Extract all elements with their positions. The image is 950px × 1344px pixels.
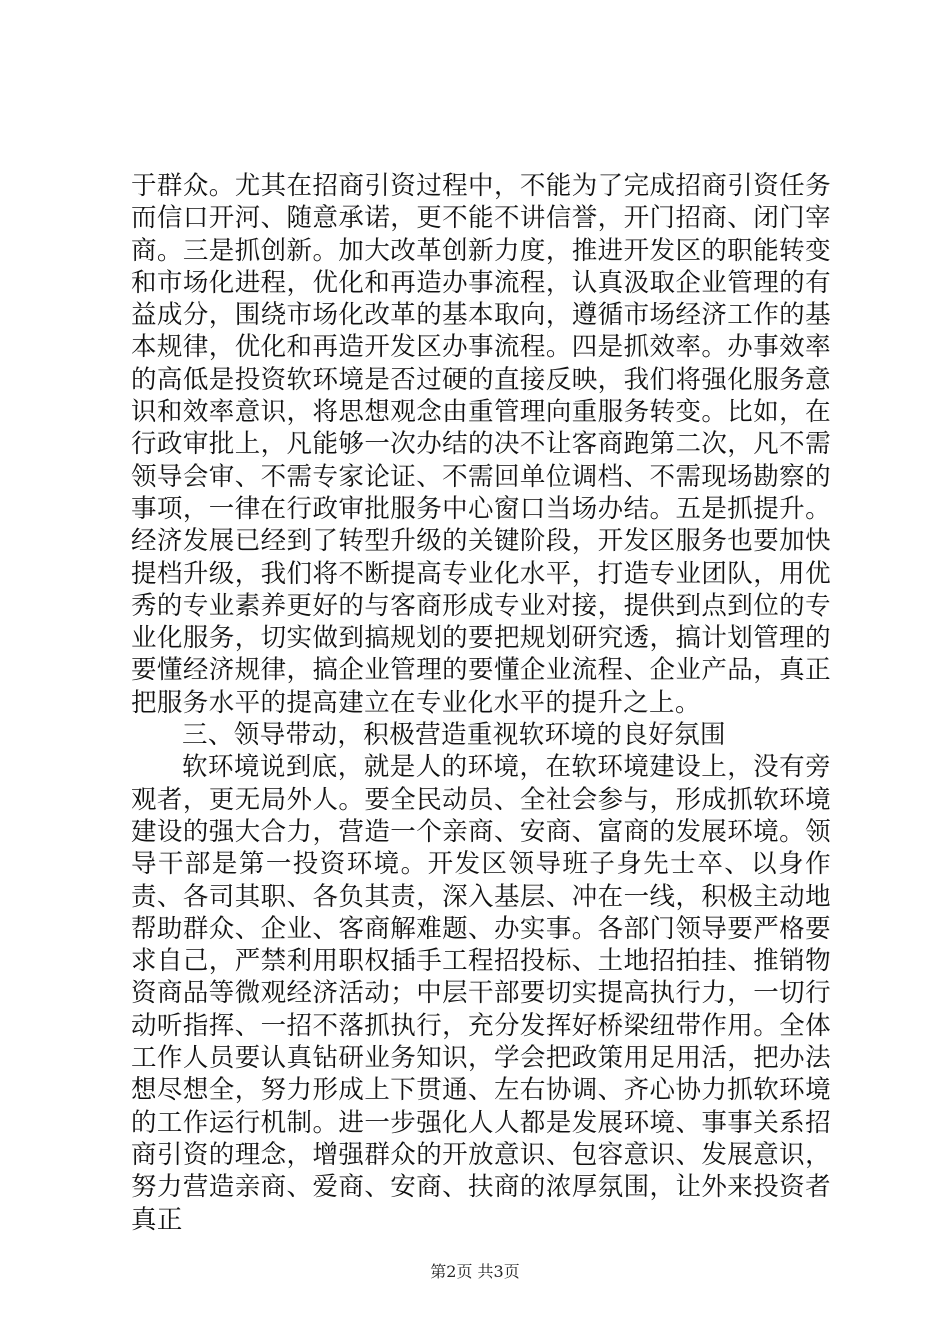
paragraph-body: 软环境说到底，就是人的环境，在软环境建设上，没有旁观者，更无局外人。要全民动员、全社会参与，形成抓软环境建设的强大合力，营造一个亲商、安商、富商的发展环境。领导干部是第一投资环境。开发区领导班子身先士卒、以身作责、各司其职、各负其责，深入基层、冲在一线，积极主动地帮助群众、企业、客商解难题、办实事。各部门领导要严格要求自己，严禁利用职权插手工程招投标、土地招拍挂、推销物资商品等微观经济活动；中层干部要切实提高执行力，一切行动听指挥、一招不落抓执行，充分发挥好桥梁纽带作用。全体工作人员要认真钻研业务知识，学会把政策用足用活，把办法想尽想全，努力形成上下贯通、左右协调、齐心协力抓软环境的工作运行机制。进一步强化人人都是发展环境、事事关系招商引资的理念，增强群众的开放意识、包容意识、发展意识，努力营造亲商、爱商、安商、扶商的浓厚氛围，让外来投资者真正 <box>131 752 831 1235</box>
paragraph-continuation: 于群众。尤其在招商引资过程中，不能为了完成招商引资任务而信口开河、随意承诺，更不能不讲信誉，开门招商、闭门宰商。三是抓创新。加大改革创新力度，推进开发区的职能转变和市场化进程，优化和再造办事流程，认真汲取企业管理的有益成分，围绕市场化改革的基本取向，遵循市场经济工作的基本规律，优化和再造开发区办事流程。四是抓效率。办事效率的高低是投资软环境是否过硬的直接反映，我们将强化服务意识和效率意识，将思想观念由重管理向重服务转变。比如，在行政审批上，凡能够一次办结的决不让客商跑第二次，凡不需领导会审、不需专家论证、不需回单位调档、不需现场勘察的事项，一律在行政审批服务中心窗口当场办结。五是抓提升。经济发展已经到了转型升级的关键阶段，开发区服务也要加快提档升级，我们将不断提高专业化水平，打造专业团队，用优秀的专业素养更好的与客商形成专业对接，提供到点到位的专业化服务，切实做到搞规划的要把规划研究透，搞计划管理的要懂经济规律，搞企业管理的要懂企业流程、企业产品，真正把服务水平的提高建立在专业化水平的提升之上。 <box>131 171 831 718</box>
section-heading: 三、领导带动，积极营造重视软环境的良好氛围 <box>182 720 726 751</box>
page-footer: 第2页 共3页 <box>430 1262 520 1281</box>
document-body <box>131 170 831 1236</box>
